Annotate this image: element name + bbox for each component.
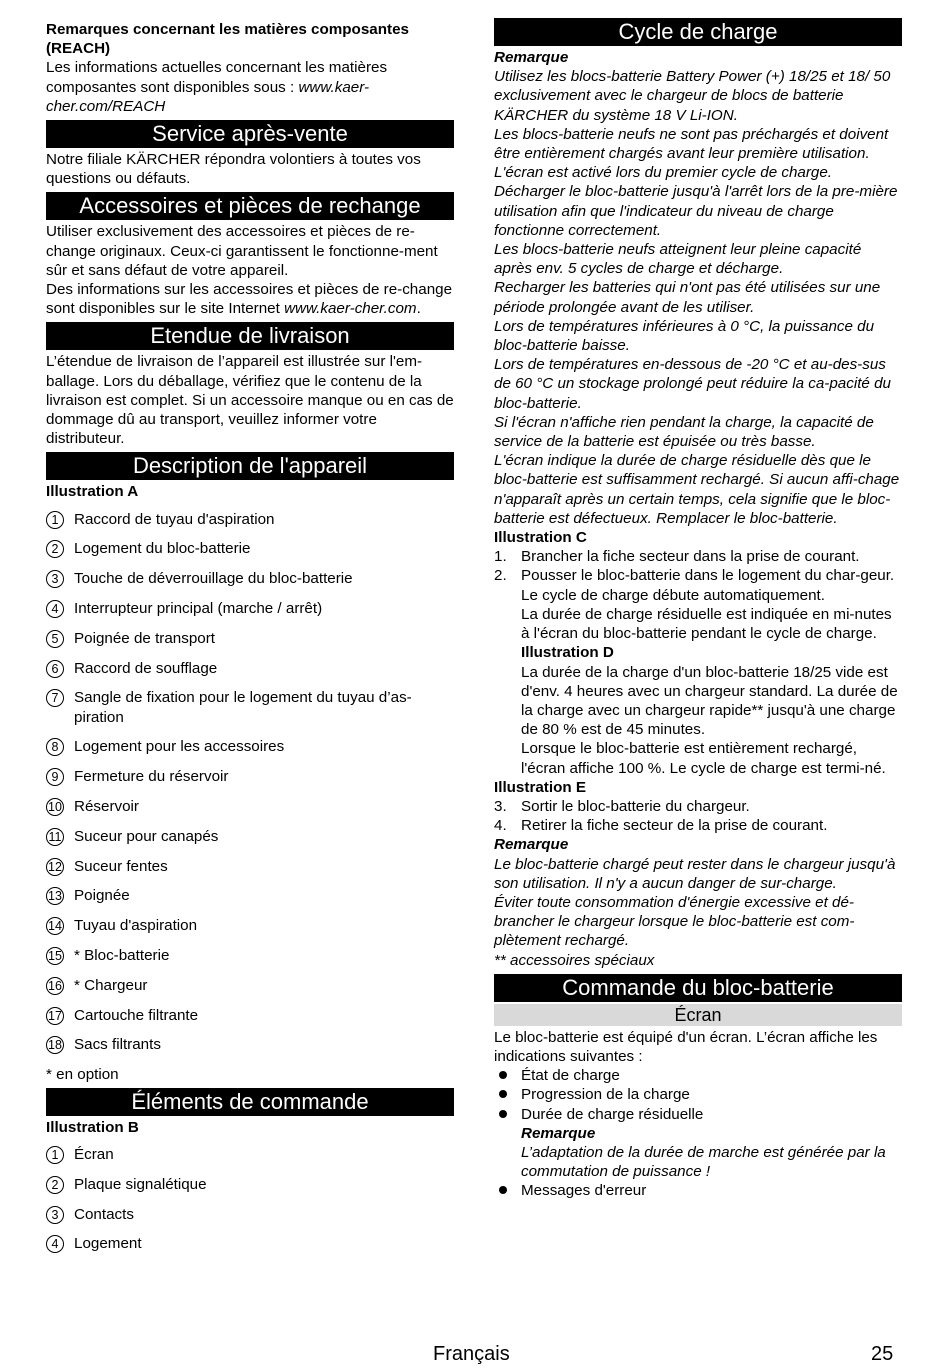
note-2c: ** accessoires spéciaux (494, 951, 655, 969)
item-label: Touche de déverrouillage du bloc-batterie (74, 570, 353, 588)
accessories-heading: Accessoires et pièces de rechange (46, 192, 454, 220)
charge-note: Décharger le bloc-batterie jusqu'à l'arrêt lors de la pre-mière utilisation afin que l'indicateur du niveau de charge fonctionne correctement. (494, 183, 898, 239)
item-label: Contacts (74, 1205, 134, 1223)
item-number-badge: 15 (46, 947, 64, 965)
item-number-badge: 2 (46, 1176, 64, 1194)
item-label: Fermeture du réservoir (74, 768, 229, 786)
item-label: Suceur pour canapés (74, 827, 219, 845)
illustration-c-label: Illustration C (494, 529, 587, 547)
list-item (46, 976, 454, 995)
item-number-badge: 4 (46, 600, 64, 618)
battery-heading: Commande du bloc-batterie (494, 974, 902, 1002)
charge-note: Lors de températures en-dessous de -20 °C et au-des-sus de 60 °C un stockage prolongé peut réduire la ca-pacité du bloc-batterie. (494, 356, 891, 412)
illustration-a-label: Illustration A (46, 483, 139, 501)
item-number-badge: 13 (46, 887, 64, 905)
reach-link[interactable]: www.kaer-cher.com/REACH (46, 78, 370, 115)
bullet-icon (494, 1105, 521, 1124)
step-4: 4. Retirer la fiche secteur de la prise de courant. (494, 817, 828, 835)
list-item (46, 797, 454, 816)
note-2b: Éviter toute consommation d'énergie excessive et dé-brancher le chargeur lorsque le bloc-batterie est com-plètement rechargé. (494, 893, 855, 950)
illustration-b-label: Illustration B (46, 1118, 139, 1136)
controls-heading: Éléments de commande (46, 1088, 454, 1116)
charge-note: Si l'écran n'affiche rien pendant la charge, la capacité de service de la batterie est épuisée ou très basse. (494, 413, 874, 451)
item-number-badge: 1 (46, 511, 64, 529)
list-item (46, 1035, 454, 1054)
item-label: Écran (74, 1146, 114, 1164)
item-number-badge: 18 (46, 1036, 64, 1054)
list-item (46, 827, 454, 846)
item-label: Logement pour les accessoires (74, 738, 285, 756)
item-number-badge: 12 (46, 858, 64, 876)
illustration-d-label: Illustration D (521, 644, 614, 662)
list-item (46, 767, 454, 786)
list-item (46, 510, 454, 529)
charge-note: L'écran est activé lors du premier cycle de charge. (494, 164, 833, 182)
accessories-link[interactable]: www.kaer-cher.com (284, 300, 417, 318)
item-number-badge: 7 (46, 689, 64, 707)
item-number-badge: 1 (46, 1146, 64, 1164)
item-number-badge: 9 (46, 768, 64, 786)
step-2-a: Le cycle de charge débute automatiquement. (521, 586, 825, 604)
item-label: Logement (74, 1235, 142, 1253)
page-number: 25 (871, 1343, 894, 1365)
list-item (46, 599, 454, 618)
list-item (46, 539, 454, 558)
list-item: Durée de charge résiduelle (494, 1105, 902, 1124)
accessories-text-1: Utiliser exclusivement des accessoires et pièces de re-change originaux. Ceux-ci garantissent le fonctionne-ment sûr et sans défaut de votre appareil. (46, 223, 438, 279)
item-label: Raccord de tuyau d'aspiration (74, 510, 275, 528)
list-item (46, 946, 454, 965)
delivery-text: L’étendue de livraison de l’appareil est illustrée sur l'em-ballage. Lors du déballage, vérifiez que le contenu de la livraison est complet. Si un accessoire manque ou en cas de dommage dû au transport, veuillez informer votre distributeur. (46, 353, 454, 448)
delivery-heading: Etendue de livraison (46, 322, 454, 350)
list-item (46, 688, 454, 726)
item-label: Tuyau d'aspiration (74, 917, 198, 935)
reach-title: Remarques concernant les matières composantes (REACH) (46, 21, 409, 58)
accessories-text-2: Des informations sur les accessoires et pièces de re-change sont disponibles sur le site Internet www.kaer-cher.com. (46, 281, 453, 318)
item-number-badge: 8 (46, 738, 64, 756)
item-number-badge: 10 (46, 798, 64, 816)
note-2a: Le bloc-batterie chargé peut rester dans le chargeur jusqu'à son utilisation. Il n'y a aucun danger de sur-charge. (494, 855, 896, 892)
remark-label-1: Remarque (494, 49, 569, 66)
charge-note: Utilisez les blocs-batterie Battery Power (+) 18/25 et 18/ 50 exclusivement avec le chargeur de blocs de batterie KÄRCHER du système 18 V Li-ION. (494, 68, 891, 124)
bullet-icon (494, 1066, 521, 1085)
item-number-badge: 2 (46, 540, 64, 558)
list-item (46, 1234, 454, 1253)
item-label: Poignée de transport (74, 629, 216, 647)
item-number-badge: 3 (46, 570, 64, 588)
remark-label-2: Remarque (494, 836, 569, 854)
item-number-badge: 6 (46, 660, 64, 678)
step-2: 2. Pousser le bloc-batterie dans le logement du char-geur. (494, 567, 895, 585)
list-item: Messages d'erreur (494, 1181, 902, 1200)
item-number-badge: 17 (46, 1007, 64, 1025)
list-item: État de charge (494, 1066, 902, 1085)
service-text: Notre filiale KÄRCHER répondra volontiers à toutes vos questions ou défauts. (46, 151, 421, 188)
note-3: L’adaptation de la durée de marche est générée par la commutation de puissance ! (521, 1143, 886, 1181)
list-item: Progression de la charge (494, 1085, 902, 1104)
item-label: * Bloc-batterie (74, 947, 170, 965)
list-item (46, 1145, 454, 1164)
list-item (46, 629, 454, 648)
illustration-e-label: Illustration E (494, 778, 586, 796)
screen-indications-list (494, 1066, 902, 1124)
item-number-badge: 11 (46, 828, 64, 846)
list-item (46, 659, 454, 678)
charge-heading: Cycle de charge (494, 18, 902, 46)
list-item (46, 857, 454, 876)
item-label: Sangle de fixation pour le logement du tuyau d’as-piration (74, 689, 412, 726)
left-column (46, 20, 454, 1254)
item-label: Sacs filtrants (74, 1036, 161, 1054)
controls-list (46, 1145, 454, 1254)
item-number-badge: 3 (46, 1206, 64, 1224)
item-number-badge: 5 (46, 630, 64, 648)
item-label: Logement du bloc-batterie (74, 540, 251, 558)
parts-list (46, 510, 454, 1055)
item-label: Plaque signalétique (74, 1175, 207, 1193)
reach-text: Les informations actuelles concernant les matières composantes sont disponibles sous : www.kaer-cher.com/REACH (46, 59, 388, 115)
item-label: Cartouche filtrante (74, 1006, 199, 1024)
charge-note: Les blocs-batterie neufs ne sont pas préchargés et doivent être entièrement chargés avant leur première utilisation. (494, 125, 889, 163)
step-2-d: Lorsque le bloc-batterie est entièrement rechargé, l'écran affiche 100 %. Le cycle de charge est termi-né. (521, 740, 886, 777)
item-label: Suceur fentes (74, 857, 168, 875)
item-label: Raccord de soufflage (74, 659, 218, 677)
list-item (46, 1006, 454, 1025)
step-3: 3. Sortir le bloc-batterie du chargeur. (494, 797, 750, 815)
step-1: 1. Brancher la fiche secteur dans la prise de courant. (494, 548, 860, 566)
step-2-c: La durée de la charge d'un bloc-batterie 18/25 vide est d'env. 4 heures avec un chargeur standard. La durée de la charge avec un chargeur rapide** jusqu'à une charge de 80 % est de 45 minutes. (521, 663, 898, 739)
item-label: Interrupteur principal (marche / arrêt) (74, 600, 323, 618)
service-heading: Service après-vente (46, 120, 454, 148)
screen-text: Le bloc-batterie est équipé d'un écran. L’écran affiche les indications suivantes : (494, 1028, 878, 1065)
item-label: * Chargeur (74, 976, 148, 994)
list-item (46, 569, 454, 588)
list-item (46, 1205, 454, 1224)
footer-language: Français (433, 1343, 510, 1365)
charge-note: L'écran indique la durée de charge résiduelle dès que le bloc-batterie est suffisamment rechargé. Si aucun affi-chage n'apparaît après un certain temps, cela signifie que le bloc-batterie est défectueux. Remplacer le bloc-batterie. (494, 452, 900, 527)
item-number-badge: 16 (46, 977, 64, 995)
list-item (46, 737, 454, 756)
charge-note: Recharger les batteries qui n'ont pas été utilisées sur une période prolongée avant de les utiliser. (494, 279, 881, 316)
list-item (46, 916, 454, 935)
description-heading: Description de l'appareil (46, 452, 454, 480)
item-label: Poignée (74, 887, 130, 905)
charge-note: Les blocs-batterie neufs atteignent leur pleine capacité après env. 5 cycles de charge et décharge. (494, 241, 862, 278)
remark-label-3: Remarque (521, 1124, 596, 1142)
list-item (46, 1175, 454, 1194)
step-2-b: La durée de charge résiduelle est indiquée en mi-nutes à l'écran du bloc-batterie pendant le cycle de charge. (521, 605, 892, 643)
option-note: * en option (46, 1065, 119, 1083)
screen-subheading: Écran (494, 1004, 902, 1026)
charge-notes (494, 67, 902, 528)
charge-note: Lors de températures inférieures à 0 °C, la puissance du bloc-batterie baisse. (494, 317, 875, 355)
item-number-badge: 14 (46, 917, 64, 935)
item-number-badge: 4 (46, 1235, 64, 1253)
right-column (494, 20, 902, 1201)
item-label: Réservoir (74, 798, 139, 816)
bullet-icon (494, 1085, 521, 1104)
bullet-icon (494, 1181, 521, 1200)
list-item (46, 886, 454, 905)
